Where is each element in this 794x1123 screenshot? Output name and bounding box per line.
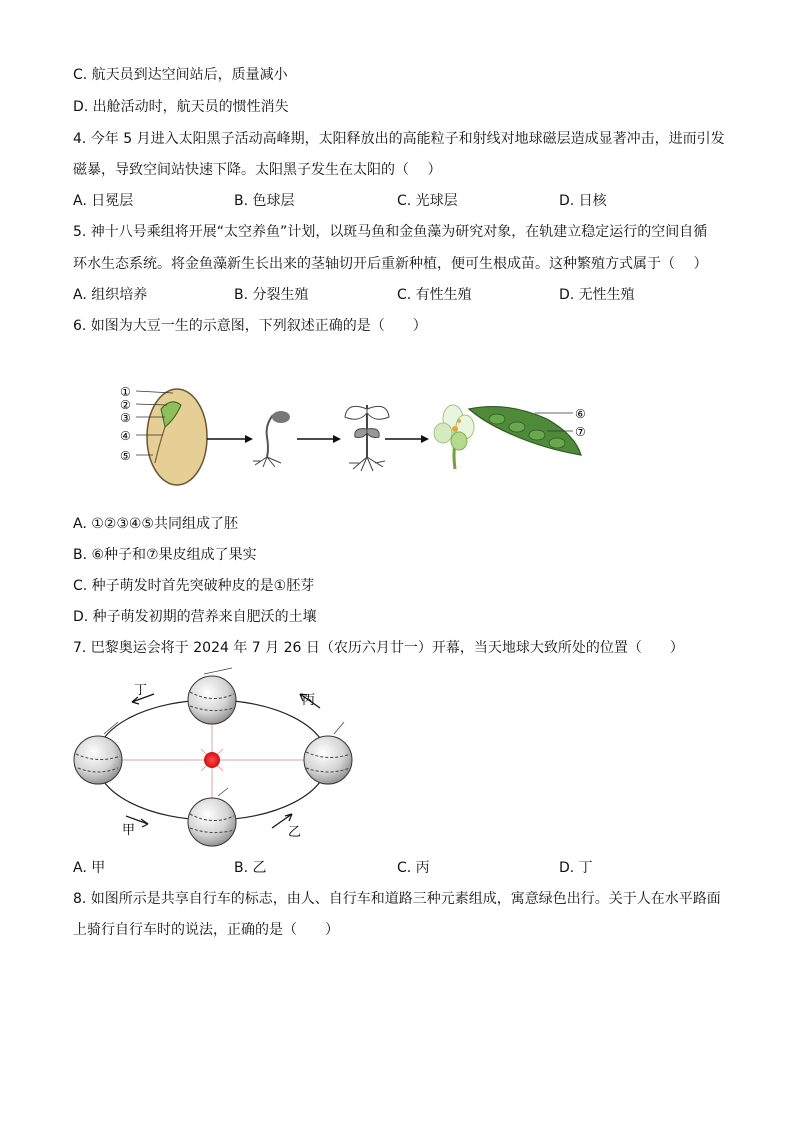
sun-icon <box>196 744 228 776</box>
q3-option-d: D. 出舱活动时，航天员的惯性消失 <box>73 99 289 115</box>
q6-option-a: A. ①②③④⑤共同组成了胚 <box>73 516 238 532</box>
q3-option-c: C. 航天员到达空间站后，质量减小 <box>73 67 288 83</box>
q6-option-b: B. ⑥种子和⑦果皮组成了果实 <box>73 547 257 563</box>
q8-stem-line2: 上骑行自行车时的说法，正确的是（ ） <box>73 922 339 938</box>
q7-option-c: C. 丙 <box>397 860 430 876</box>
label-yi: 乙 <box>288 825 302 840</box>
q6-stem: 6. 如图为大豆一生的示意图，下列叙述正确的是（ ） <box>73 318 427 334</box>
q5-stem-line2: 环水生态系统。将金鱼藻新生长出来的茎轴切开后重新种植，便可生根成苗。这种繁殖方式属于（ ） <box>73 256 708 272</box>
q4-option-d: D. 日核 <box>559 193 607 209</box>
label-5: ⑤ <box>120 449 131 463</box>
earth-top-globe <box>188 668 236 724</box>
q6-option-d: D. 种子萌发初期的营养来自肥沃的土壤 <box>73 609 317 625</box>
arrow-icon <box>333 435 341 443</box>
arrow-icon <box>245 435 253 443</box>
q4-stem-line2: 磁暴，导致空间站快速下降。太阳黑子发生在太阳的（ ） <box>73 162 442 178</box>
germinating-seedling <box>253 411 290 467</box>
label-3: ③ <box>120 411 131 425</box>
label-jia: 甲 <box>122 823 136 838</box>
arrow-icon <box>421 435 429 443</box>
q5-option-b: B. 分裂生殖 <box>234 287 309 303</box>
q5-option-d: D. 无性生殖 <box>559 287 635 303</box>
q5-stem-line1: 5. 神十八号乘组将开展“太空养鱼”计划，以斑马鱼和金鱼藻为研究对象，在轨建立稳定运行的空间自循 <box>73 224 708 240</box>
q8-stem-line1: 8. 如图所示是共享自行车的标志，由人、自行车和道路三种元素组成，寓意绿色出行。关于人在水平路面 <box>73 891 721 907</box>
label-ding: 丁 <box>134 683 148 698</box>
q7-option-b: B. 乙 <box>234 860 267 876</box>
q4-option-c: C. 光球层 <box>397 193 458 209</box>
label-4: ④ <box>120 429 131 443</box>
earth-right-globe <box>304 722 352 784</box>
q5-option-c: C. 有性生殖 <box>397 287 472 303</box>
label-2: ② <box>120 398 131 412</box>
earth-left-globe <box>74 722 122 784</box>
q6-option-c: C. 种子萌发时首先突破种皮的是①胚芽 <box>73 578 315 594</box>
q7-option-a: A. 甲 <box>73 860 106 876</box>
label-6: ⑥ <box>575 407 586 421</box>
q5-option-a: A. 组织培养 <box>73 287 148 303</box>
q7-stem: 7. 巴黎奥运会将于 2024 年 7 月 26 日（农历六月廿一）开幕，当天地球大致所处的位置（ ） <box>73 640 684 656</box>
label-bing: 丙 <box>302 693 316 708</box>
q4-option-a: A. 日冕层 <box>73 193 134 209</box>
young-plant <box>345 405 389 471</box>
soybean-flower <box>434 405 474 469</box>
label-1: ① <box>120 385 131 399</box>
q7-option-d: D. 丁 <box>559 860 593 876</box>
soybean-life-cycle-figure <box>115 375 595 495</box>
label-7: ⑦ <box>575 425 586 439</box>
q4-option-b: B. 色球层 <box>234 193 295 209</box>
earth-orbit-figure <box>68 664 368 854</box>
q4-stem-line1: 4. 今年 5 月进入太阳黑子活动高峰期，太阳释放出的高能粒子和射线对地球磁层造成显著冲击，进而引发 <box>73 131 725 147</box>
